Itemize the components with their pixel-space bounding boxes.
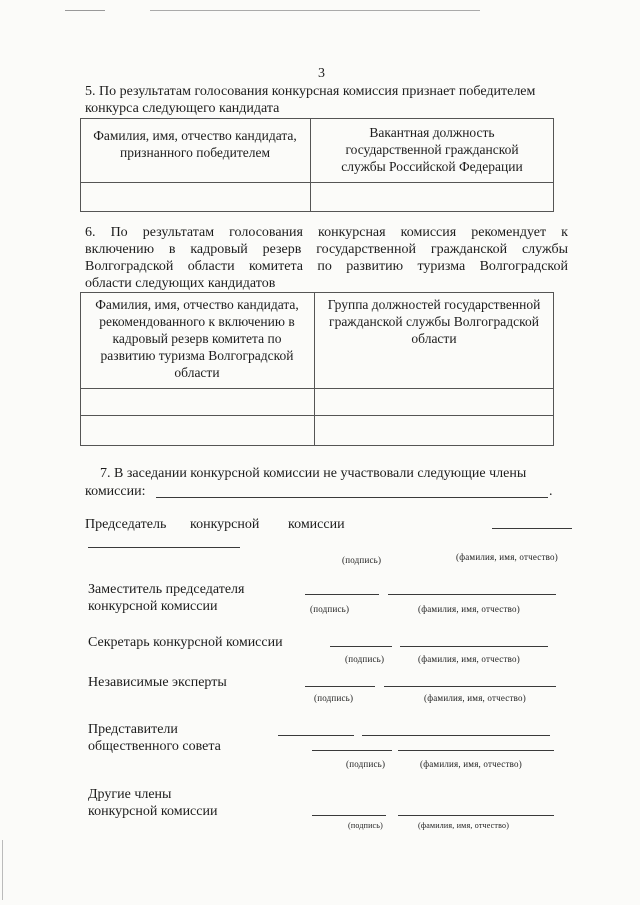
council-name-line[interactable] xyxy=(398,750,554,751)
experts-label: Независимые эксперты xyxy=(88,675,227,690)
chairman-word3: комиссии xyxy=(288,517,345,532)
council-label-line2: общественного совета xyxy=(88,739,221,754)
secretary-label: Секретарь конкурсной комиссии xyxy=(88,635,283,650)
section6-line1: 6. По результатам голосования конкурсная комиссия рекомендует к xyxy=(85,225,568,240)
table-line xyxy=(80,182,554,183)
council-signature-line[interactable] xyxy=(312,750,392,751)
table-line xyxy=(80,292,81,445)
table-line xyxy=(314,292,315,445)
header-text: гражданской службы Волгоградской xyxy=(329,314,539,329)
council-name-caption: (фамилия, имя, отчество) xyxy=(420,759,522,769)
header-text: признанного победителем xyxy=(119,145,270,160)
section6-line3: Волгоградской области комитета по развитию туризма Волгоградской xyxy=(85,259,568,274)
deputy-signature-caption: (подпись) xyxy=(310,604,350,614)
scan-edge-shadow xyxy=(2,840,3,900)
others-label-line1: Другие члены xyxy=(88,787,172,802)
section5-line2: конкурса следующего кандидата xyxy=(85,101,280,116)
chairman-name-line-right[interactable] xyxy=(492,528,572,529)
table-line xyxy=(80,118,81,211)
experts-signature-caption: (подпись) xyxy=(314,693,354,703)
header-text: Фамилия, имя, отчество кандидата, xyxy=(95,297,299,312)
header-text: рекомендованного к включению в xyxy=(99,314,295,329)
deputy-name-caption: (фамилия, имя, отчество) xyxy=(418,604,520,614)
chairman-word1: Председатель xyxy=(85,517,167,532)
others-name-caption: (фамилия, имя, отчество) xyxy=(418,821,510,830)
header-text: развитию туризма Волгоградской xyxy=(100,348,294,363)
deputy-signature-line[interactable] xyxy=(305,594,379,595)
council-signature-caption: (подпись) xyxy=(346,759,386,769)
section7-end-mark: . xyxy=(549,484,553,499)
table-line xyxy=(80,211,554,212)
table-line xyxy=(553,118,554,211)
section7-line1: 7. В заседании конкурсной комиссии не участвовали следующие члены xyxy=(100,466,527,481)
section6-line4: области следующих кандидатов xyxy=(85,276,276,291)
chairman-word2: конкурсной xyxy=(190,517,260,532)
table-line xyxy=(80,415,554,416)
page-number: 3 xyxy=(318,66,325,81)
others-label-line2: конкурсной комиссии xyxy=(88,804,218,819)
header-text: области xyxy=(174,365,220,380)
header-text: Фамилия, имя, отчество кандидата, xyxy=(93,128,297,143)
experts-name-caption: (фамилия, имя, отчество) xyxy=(424,693,526,703)
reserve-col2-header xyxy=(316,296,552,347)
secretary-name-line[interactable] xyxy=(400,646,548,647)
experts-name-line[interactable] xyxy=(384,686,556,687)
deputy-label-line2: конкурсной комиссии xyxy=(88,599,218,614)
chairman-name-line-left[interactable] xyxy=(88,547,240,548)
section5-line1: 5. По результатам голосования конкурсная комиссия признает победителем xyxy=(85,84,536,99)
table-line xyxy=(80,388,554,389)
table-line xyxy=(80,445,554,446)
secretary-name-caption: (фамилия, имя, отчество) xyxy=(418,654,520,664)
reserve-col1-header xyxy=(82,296,312,381)
table-line xyxy=(553,292,554,445)
council-signature-line-top[interactable] xyxy=(278,735,354,736)
header-text: Вакантная должность xyxy=(369,125,495,140)
header-text: государственной гражданской xyxy=(345,142,519,157)
deputy-label-line1: Заместитель председателя xyxy=(88,582,245,597)
others-signature-line[interactable] xyxy=(312,815,386,816)
section6-line2: включению в кадровый резерв государственной гражданской службы xyxy=(85,242,568,257)
scan-artifact-line xyxy=(65,10,105,11)
others-signature-caption: (подпись) xyxy=(348,821,384,830)
scan-artifact-line xyxy=(150,10,480,11)
council-name-line-top[interactable] xyxy=(362,735,550,736)
deputy-name-line[interactable] xyxy=(388,594,556,595)
header-text: Группа должностей государственной xyxy=(327,297,541,312)
council-label-line1: Представители xyxy=(88,722,178,737)
others-name-line[interactable] xyxy=(398,815,554,816)
experts-signature-line[interactable] xyxy=(305,686,375,687)
winner-col2-header xyxy=(312,124,552,175)
absent-members-field[interactable] xyxy=(156,497,548,498)
secretary-signature-caption: (подпись) xyxy=(345,654,385,664)
header-text: кадровый резерв комитета по xyxy=(112,331,282,346)
secretary-signature-line[interactable] xyxy=(330,646,392,647)
chairman-name-caption: (фамилия, имя, отчество) xyxy=(456,552,558,562)
chairman-signature-caption: (подпись) xyxy=(342,555,382,565)
section7-line2: комиссии: xyxy=(85,484,146,499)
header-text: области xyxy=(411,331,457,346)
table-line xyxy=(80,118,554,119)
header-text: службы Российской Федерации xyxy=(341,159,523,174)
winner-col1-header xyxy=(82,127,308,161)
table-line xyxy=(310,118,311,211)
table-line xyxy=(80,292,554,293)
